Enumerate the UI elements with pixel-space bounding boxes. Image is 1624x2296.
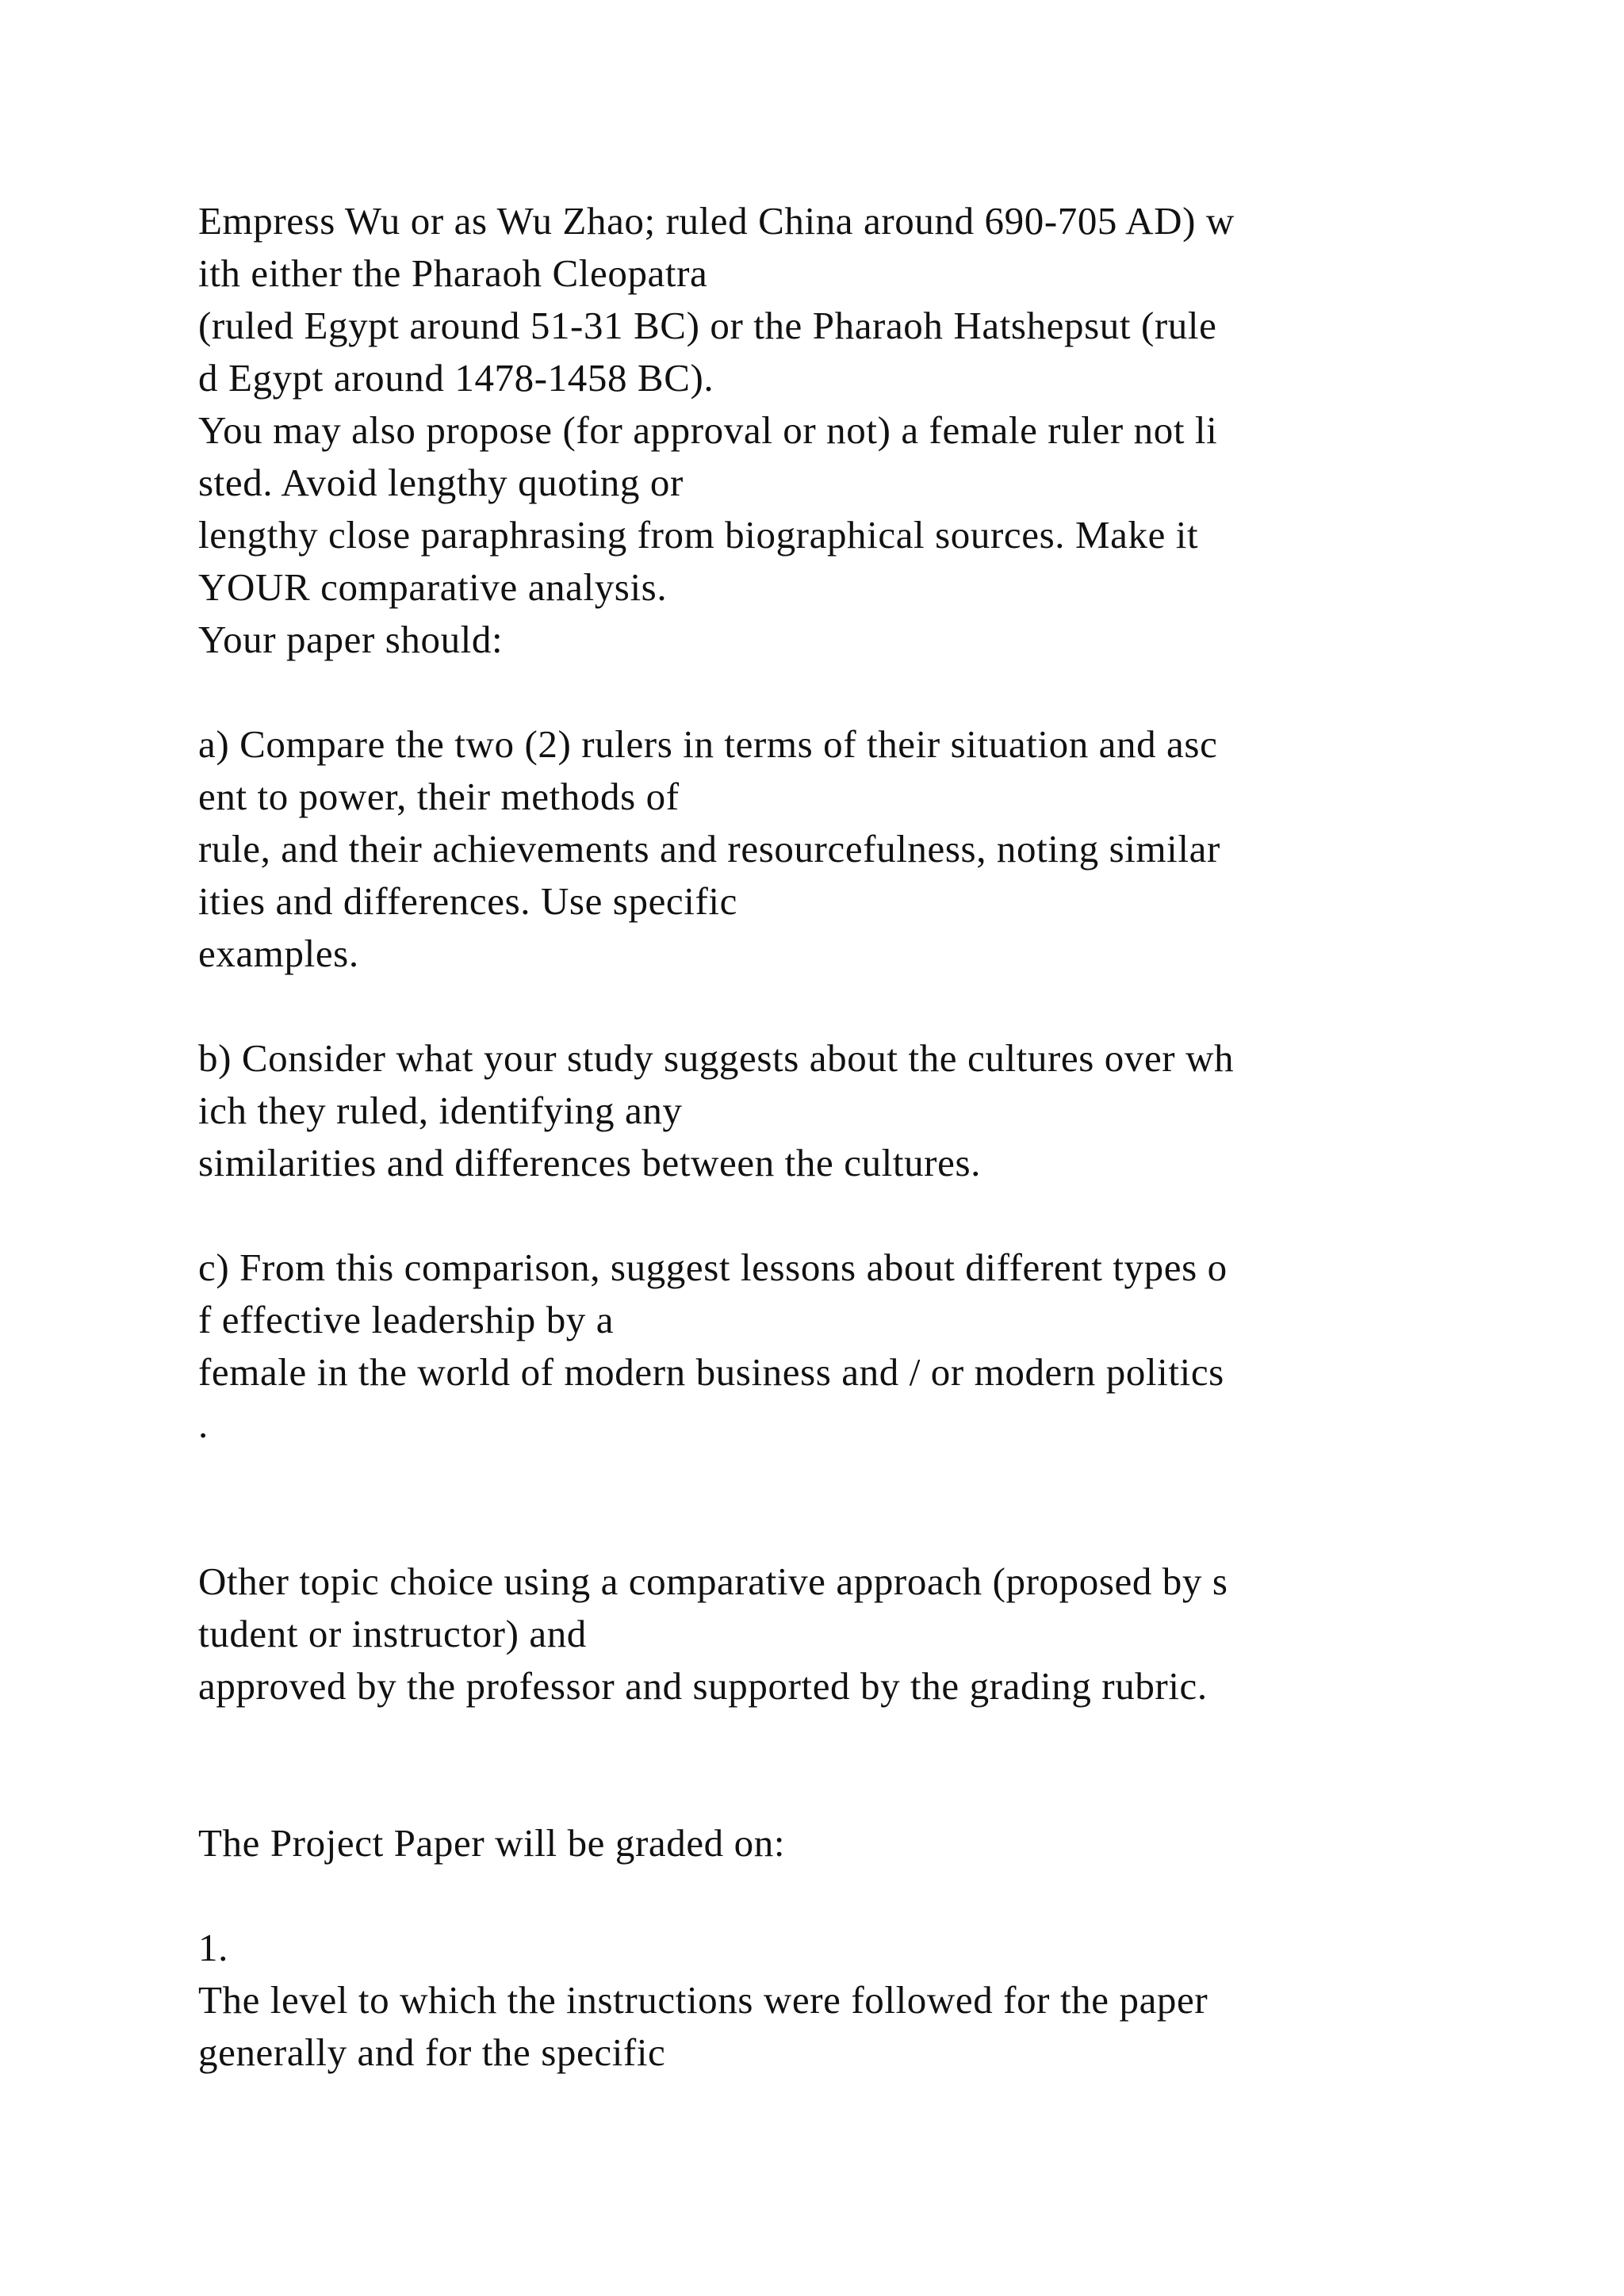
text-line: Your paper should: [198,618,504,661]
text-line: The Project Paper will be graded on: [198,1821,786,1865]
text-line: ent to power, their methods of [198,775,680,818]
text-line: b) Consider what your study suggests about the cultures over wh [198,1036,1235,1080]
text-line: (ruled Egypt around 51-31 BC) or the Pharaoh Hatshepsut (rule [198,304,1217,347]
text-line: 1. [198,1926,228,1969]
blank-line [198,1189,1467,1242]
blank-line [198,666,1467,718]
blank-line [198,1869,1467,1922]
text-line: generally and for the specific [198,2030,666,2074]
text-line: tudent or instructor) and [198,1612,587,1655]
text-line: The level to which the instructions were followed for the paper [198,1978,1208,2022]
text-line: similarities and differences between the cultures. [198,1141,981,1184]
text-line: examples. [198,932,359,975]
text-line: . [198,1402,209,1446]
text-line: ith either the Pharaoh Cleopatra [198,251,708,295]
text-line: YOUR comparative analysis. [198,565,668,609]
text-line: female in the world of modern business and / or modern politics [198,1350,1224,1394]
text-line: c) From this comparison, suggest lessons about different types o [198,1246,1228,1289]
blank-line [198,980,1467,1032]
text-line: rule, and their achievements and resourcefulness, noting similar [198,827,1220,871]
blank-line [198,1451,1467,1503]
text-line: approved by the professor and supported by the grading rubric. [198,1664,1208,1708]
blank-line [198,1765,1467,1817]
text-line: Other topic choice using a comparative approach (proposed by s [198,1559,1228,1603]
text-line: Empress Wu or as Wu Zhao; ruled China around 690-705 AD) w [198,199,1235,243]
document-body [198,195,1467,2079]
text-line: f effective leadership by a [198,1298,615,1341]
blank-line [198,1503,1467,1556]
text-line: a) Compare the two (2) rulers in terms of their situation and asc [198,722,1218,766]
blank-line [198,1712,1467,1765]
text-line: You may also propose (for approval or not) a female ruler not li [198,408,1218,452]
text-line: ich they ruled, identifying any [198,1089,683,1132]
text-line: d Egypt around 1478-1458 BC). [198,356,714,400]
text-line: lengthy close paraphrasing from biographical sources. Make it [198,513,1199,557]
text-line: sted. Avoid lengthy quoting or [198,461,684,504]
text-line: ities and differences. Use specific [198,879,737,923]
